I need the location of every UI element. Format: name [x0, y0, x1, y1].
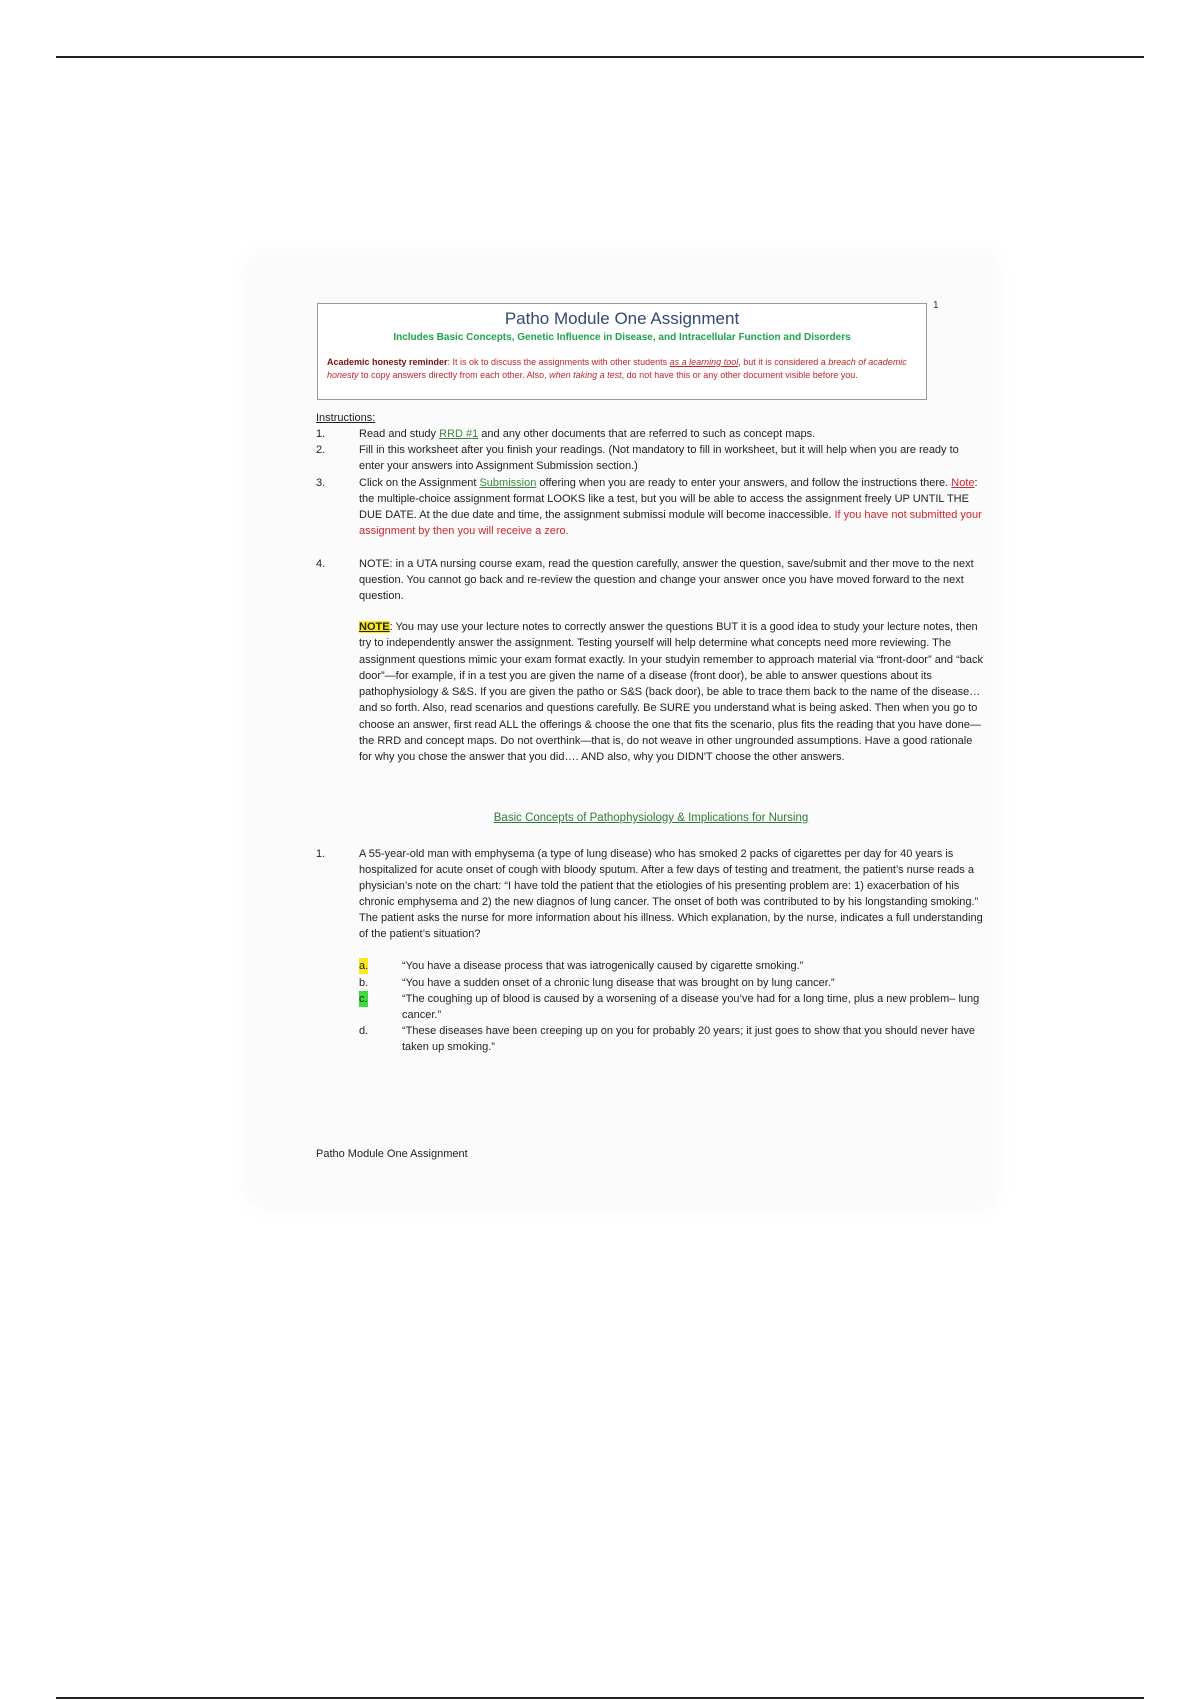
document-subtitle: Includes Basic Concepts, Genetic Influence in Disease, and Intracellular Function and Disorders [393, 332, 851, 343]
honesty-emphasis: as a learning tool [669, 357, 739, 367]
page-footer: Patho Module One Assignment [316, 1148, 468, 1160]
honesty-text: to copy answers directly from each other. Also, [358, 370, 550, 380]
option-letter: d. [359, 1025, 369, 1037]
honesty-text: , but it is considered a [738, 357, 829, 367]
top-rule [56, 56, 1144, 58]
note-paragraph [359, 619, 986, 766]
option-letter: c. [359, 993, 368, 1005]
document-title: Patho Module One Assignment [504, 309, 740, 328]
submission-link[interactable]: Submission [479, 477, 537, 489]
header-box [317, 303, 927, 400]
honesty-reminder [327, 356, 912, 382]
option-text: “You have a disease process that was iatrogenically caused by cigarette smoking.” [402, 960, 804, 972]
zero-warning: If you have not submitted your assignment by then you will receive a zero. [359, 509, 982, 537]
section-heading: Basic Concepts of Pathophysiology & Implications for Nursing [493, 812, 809, 824]
question-stem: A 55-year-old man with emphysema (a type of lung disease) who has smoked 2 packs of cigarettes per day for 40 years is hospitalized for acute onset of cough with bloody sputum. After a few days of testing and treatment, the patient’s nurse reads a physician’s note on the chart: “I have told the patient that the etiologies of his presenting problem are: 1) exacerbation of his chronic emphysema and 2) the new diagnos of lung cancer. The onset of both was contributed to by his longstanding smoking.” The patient asks the nurse for more information about his illness. Which explanation, by the nurse, indicates a full understanding of the patient’s situation? [359, 848, 983, 940]
item-number: 4. [316, 558, 326, 570]
instructions-heading: Instructions: [316, 412, 376, 424]
note-text: : You may use your lecture notes to correctly answer the questions BUT it is a good idea to study your lecture notes, then try to independently answer the assignment. Testing yourself will help determine what concepts need more reviewing. The assignment questions mimic your exam format exactly. In your studyin remember to approach material via “front-door” and “back door”—for example, if in a test you are given the name of a disease (front door), be able to answer questions about its pathophysiology & S&S. If you are given the patho or S&S (back door), be able to trace them back to the name of the disease…and so forth. Also, read scenarios and questions carefully. Be SURE you understand what is being asked. Then when you go to choose an answer, first read ALL the offerings & choose the one that fits the scenario, plus fits the reading that you have done—the RRD and concept maps. Do not overthink—that is, do not weave in other ungrounded assumptions. Have a good rationale for why you chose the answer that you did…. AND also, why you DIDN'T choose the other answers. [359, 621, 983, 764]
item-text: Click on the Assignment Submission offering when you are ready to enter your answers, and follow the instructions there. Note: the multiple-choice assignment format LOOKS like a test, but you will be able to access the assignment freely UP UNTIL THE DUE DATE. At the due date and time, the assignment submissi module will become inaccessible. If you have not submitted your assignment by then you will receive a zero. [359, 477, 982, 537]
option-letter: a. [359, 960, 369, 972]
honesty-label: Academic honesty reminder [327, 357, 448, 367]
bottom-rule [56, 1697, 1144, 1699]
item-text: Read and study RRD #1 and any other documents that are referred to such as concept maps. [359, 428, 816, 440]
page-number: 1 [933, 300, 939, 311]
rrd-link[interactable]: RRD #1 [439, 428, 479, 440]
item-number: 1. [316, 428, 326, 440]
question-number: 1. [316, 848, 326, 860]
option-text: “These diseases have been creeping up on you for probably 20 years; it just goes to show that you should never have taken up smoking.” [402, 1025, 975, 1053]
note-label: Note [951, 477, 975, 489]
option-text: “The coughing up of blood is caused by a worsening of a disease you’ve had for a long time, plus a new problem– lung cancer.” [402, 993, 980, 1021]
honesty-emphasis: breach of academic honesty [327, 357, 907, 380]
item-text: NOTE: in a UTA nursing course exam, read the question carefully, answer the question, save/submit and ther move to the next question. You cannot go back and re-review the question and change your answer once you have moved forward to the next question. [359, 558, 974, 602]
option-text: “You have a sudden onset of a chronic lung disease that was brought on by lung cancer.” [402, 977, 835, 989]
option-letter: b. [359, 977, 369, 989]
item-number: 2. [316, 444, 326, 456]
honesty-emphasis: when taking a test [549, 370, 622, 380]
item-text: Fill in this worksheet after you finish your readings. (Not mandatory to fill in worksheet, but it will help when you are ready to enter your answers into Assignment Submission section.) [359, 444, 959, 472]
note-highlight: NOTE [359, 621, 390, 633]
honesty-text: : It is ok to discuss the assignments with other students [447, 357, 670, 367]
item-number: 3. [316, 477, 326, 489]
honesty-text: , do not have this or any other document visible before you. [621, 370, 858, 380]
